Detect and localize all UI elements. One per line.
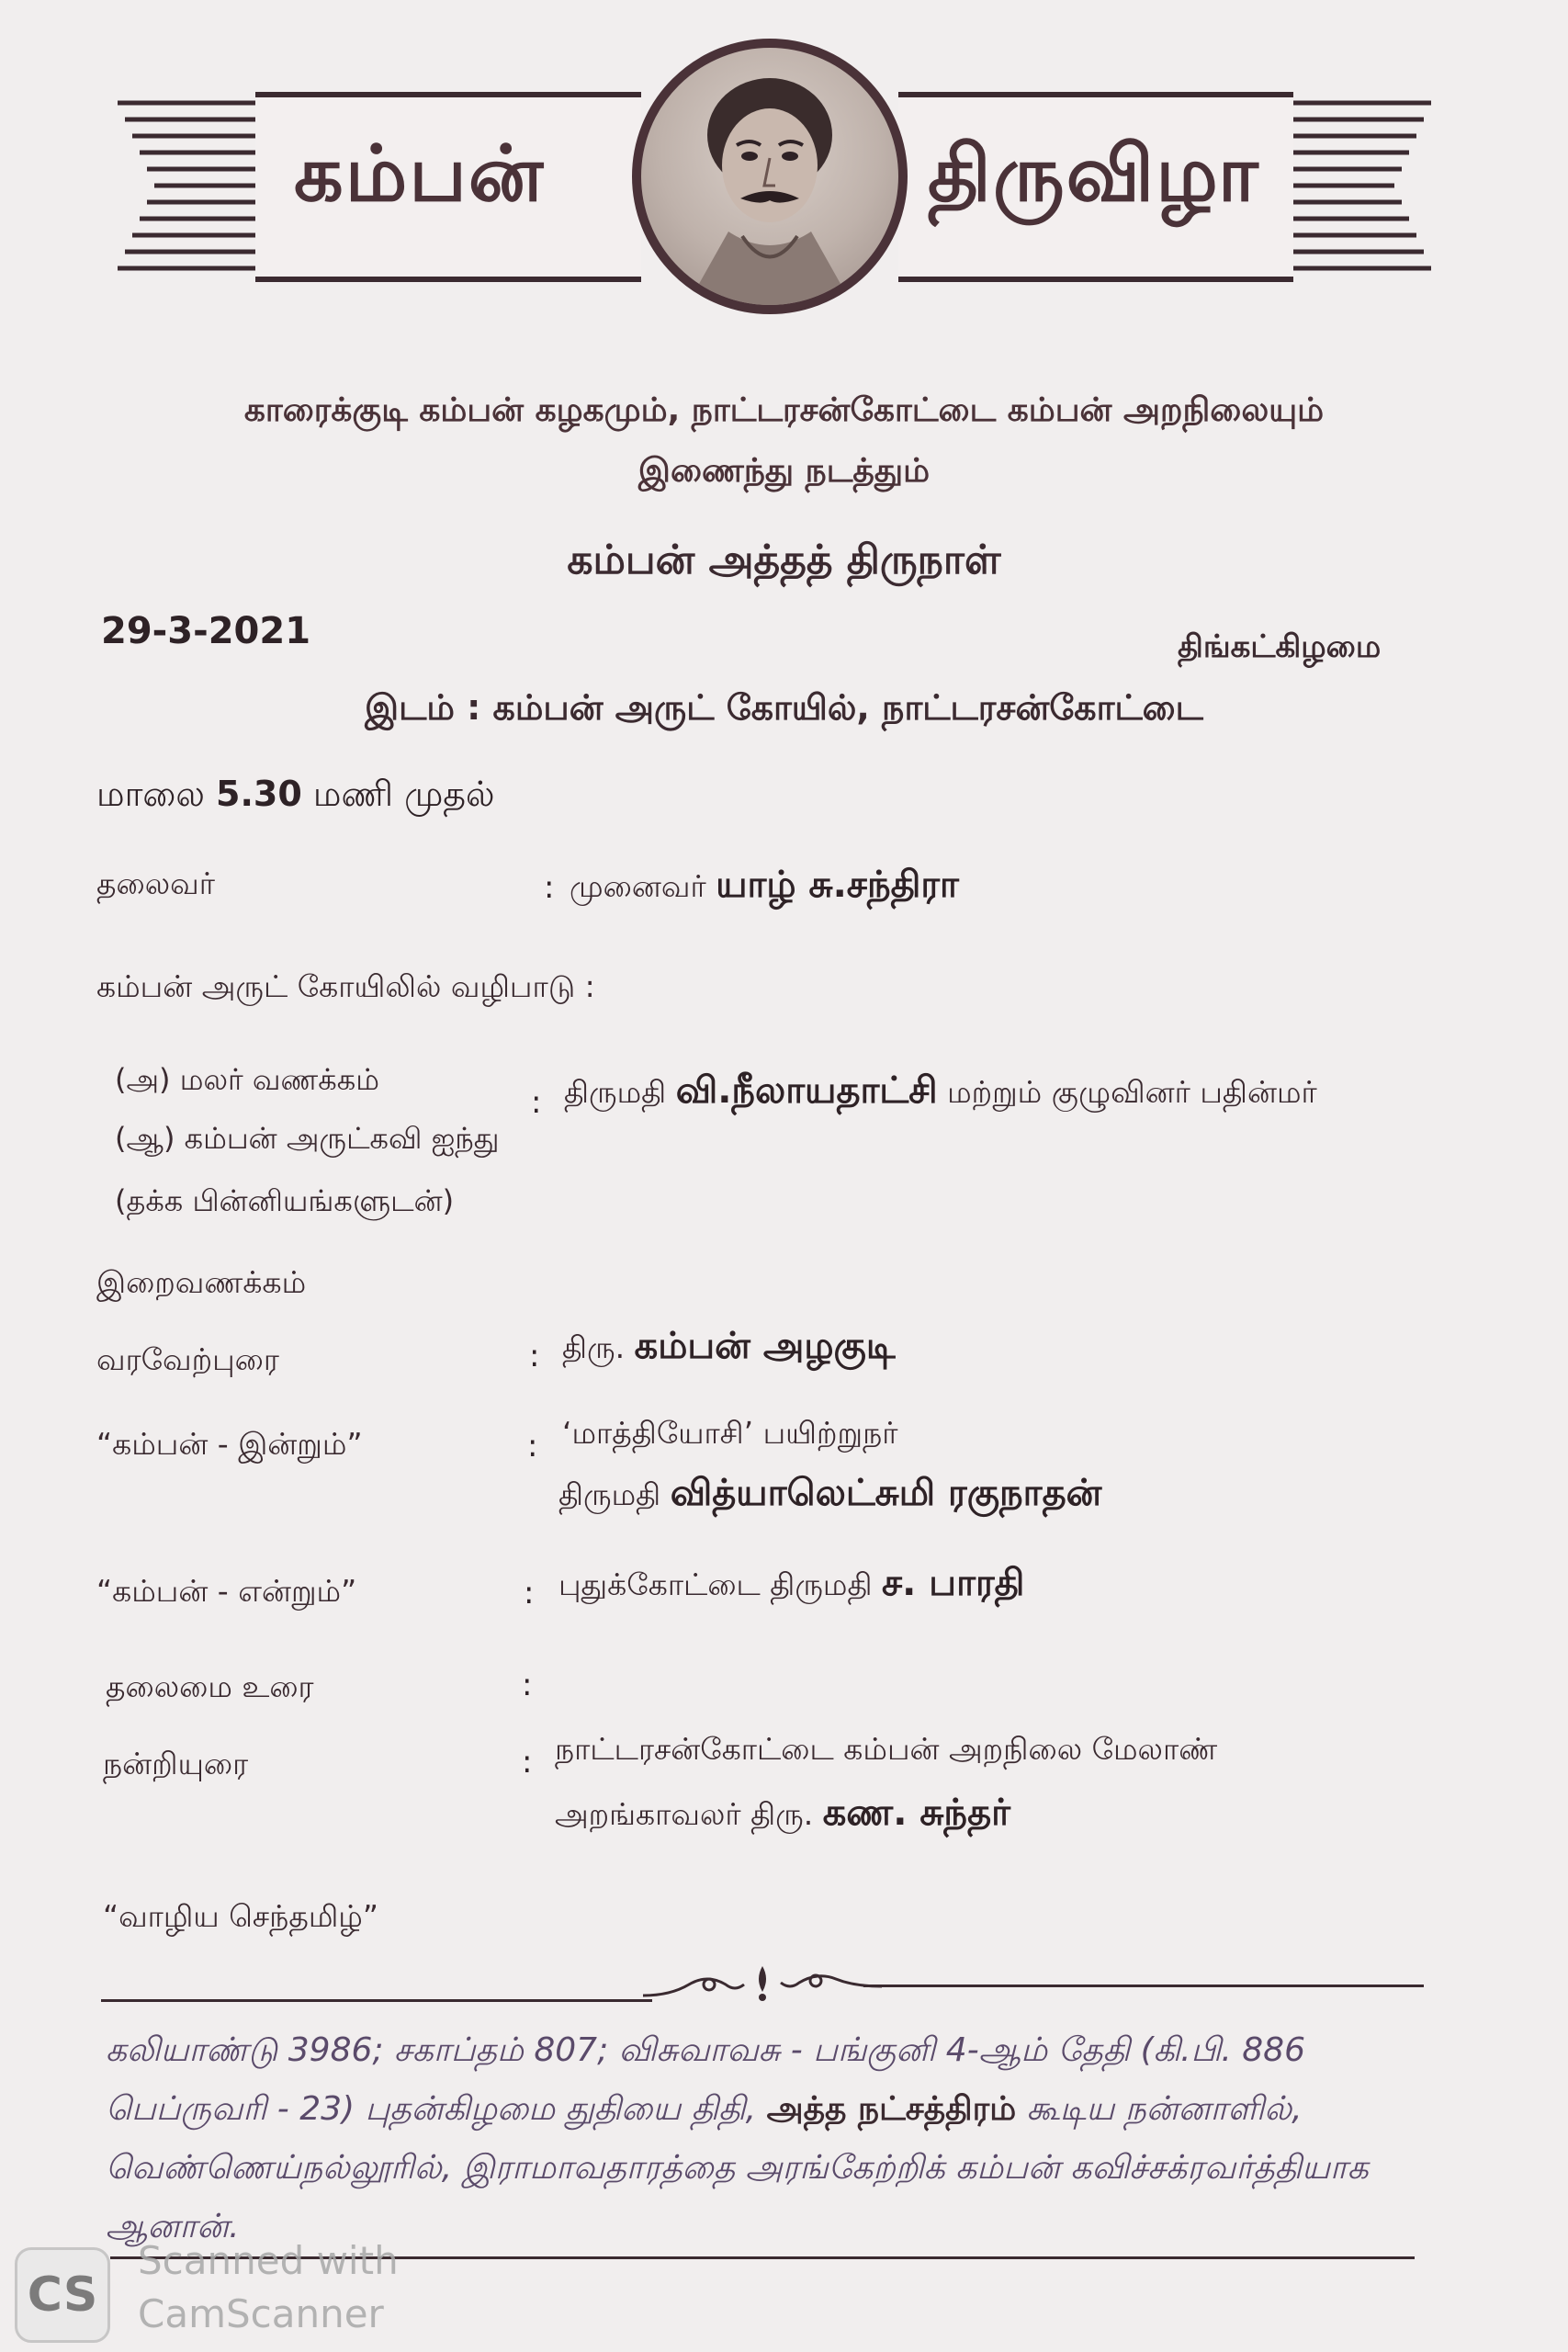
kamban-today-colon: :: [527, 1428, 538, 1464]
worship-value-suffix: மற்றும் குழுவினர் பதின்மர்: [947, 1074, 1317, 1110]
worship-item-1: (அ) மலர் வணக்கம்: [115, 1062, 379, 1097]
thanks-name: கண. சுந்தர்: [822, 1792, 1011, 1834]
footer-bold: அத்த நட்சத்திரம்: [766, 2090, 1017, 2128]
presidential-colon: :: [522, 1667, 533, 1703]
right-stripes-ornament: [1293, 92, 1431, 280]
kamban-today-name: வித்யாலெட்சுமி ரகுநாதன்: [670, 1472, 1102, 1514]
chair-name: யாழ் சு.சந்திரா: [716, 864, 959, 906]
time-value: 5.30: [216, 774, 302, 814]
thanks-line1: நாட்டரசன்கோட்டை கம்பன் அறநிலை மேலாண்: [555, 1731, 1218, 1767]
worship-heading: கம்பன் அருட் கோயிலில் வழிபாடு :: [96, 968, 595, 1004]
event-time: [96, 774, 495, 820]
camscanner-logo: CS: [15, 2247, 110, 2343]
watermark-line-2: CamScanner: [138, 2291, 384, 2336]
kamban-portrait-image: [632, 39, 908, 314]
organizers-line-2: இணைந்து நடத்தும்: [637, 452, 931, 490]
worship-value-name: வி.நீலாயதாட்சி: [675, 1069, 938, 1112]
kamban-always-colon: :: [524, 1575, 535, 1611]
portrait-illustration: [641, 48, 898, 305]
time-suffix: மணி முதல்: [312, 774, 495, 814]
thanks-title: அறங்காவலர் திரு.: [555, 1796, 814, 1832]
event-title: கம்பன் அத்தத் திருநாள்: [567, 537, 1001, 583]
thanks-label: நன்றியுரை: [103, 1746, 249, 1781]
thanks-colon: :: [522, 1744, 533, 1781]
worship-item-2: (ஆ) கம்பன் அருட்கவி ஐந்து: [115, 1121, 500, 1156]
invocation-label: இறைவணக்கம்: [96, 1264, 307, 1300]
banner-left-word: கம்பன்: [294, 129, 546, 219]
worship-value-title: திருமதி: [564, 1074, 667, 1110]
scroll-ornament: [643, 1964, 882, 2005]
welcome-value: [562, 1325, 896, 1372]
event-day: திங்கட்கிழமை: [1178, 628, 1382, 665]
chair-label: தலைவர்: [96, 865, 215, 901]
footer-historical-note: [106, 2021, 1438, 2256]
kamban-today-title: திருமதி: [558, 1476, 661, 1512]
kamban-always-prefix: புதுக்கோட்டை திருமதி: [558, 1566, 873, 1602]
welcome-label: வரவேற்புரை: [96, 1341, 279, 1377]
chair-colon: :: [544, 869, 555, 906]
event-venue: இடம் : கம்பன் அருட் கோயில், நாட்டரசன்கோட்டை: [365, 687, 1203, 728]
welcome-title: திரு.: [562, 1329, 626, 1365]
divider-left: [101, 1999, 652, 2002]
time-prefix: மாலை: [96, 774, 205, 814]
left-stripes-ornament: [118, 92, 255, 280]
kamban-always-name: ச. பாரதி: [882, 1562, 1025, 1604]
chair-title: முனைவர்: [570, 868, 706, 904]
event-date: 29-3-2021: [101, 610, 311, 652]
welcome-name: கம்பன் அழகுடி: [634, 1325, 896, 1367]
presidential-label: தலைமை உரை: [106, 1668, 314, 1704]
kamban-today-label: “கம்பன் - இன்றும்”: [96, 1426, 363, 1462]
watermark-line-1: Scanned with: [138, 2238, 399, 2283]
footer-part-2: கூடிய நன்னாளில், வெண்ணெய்நல்லூரில், இராமாவதாரத்தை அரங்கேற்றிக் கம்பன் கவிச்சக்ரவர்த்தியாக ஆனான்.: [106, 2090, 1369, 2245]
organizers-line-1: காரைக்குடி கம்பன் கழகமும், நாட்டரசன்கோட்டை கம்பன் அறநிலையும்: [243, 391, 1325, 429]
chair-value: [570, 864, 959, 910]
kamban-always-value: [558, 1562, 1024, 1609]
closing-line: “வாழிய செந்தமிழ்”: [103, 1898, 378, 1934]
worship-colon: :: [531, 1084, 542, 1121]
worship-item-3: (தக்க பின்னியங்களுடன்): [115, 1183, 455, 1218]
footer-part-1: கலியாண்டு 3986; சகாப்தம் 807; விசுவாவசு - பங்குனி 4-ஆம் தேதி (கி.பி. 886 பெப்ருவரி - 23) புதன்கிழமை துதியை திதி,: [106, 2031, 1305, 2128]
kamban-always-label: “கம்பன் - என்றும்”: [96, 1573, 357, 1609]
welcome-colon: :: [529, 1338, 540, 1374]
divider-right: [863, 1984, 1424, 1987]
banner-right-word: திருவிழா: [928, 129, 1260, 219]
thanks-line2: [555, 1792, 1010, 1838]
worship-value: [564, 1069, 1317, 1116]
kamban-today-line2: [558, 1472, 1101, 1519]
kamban-today-line1: ‘மாத்தியோசி’ பயிற்றுநர்: [562, 1415, 898, 1451]
